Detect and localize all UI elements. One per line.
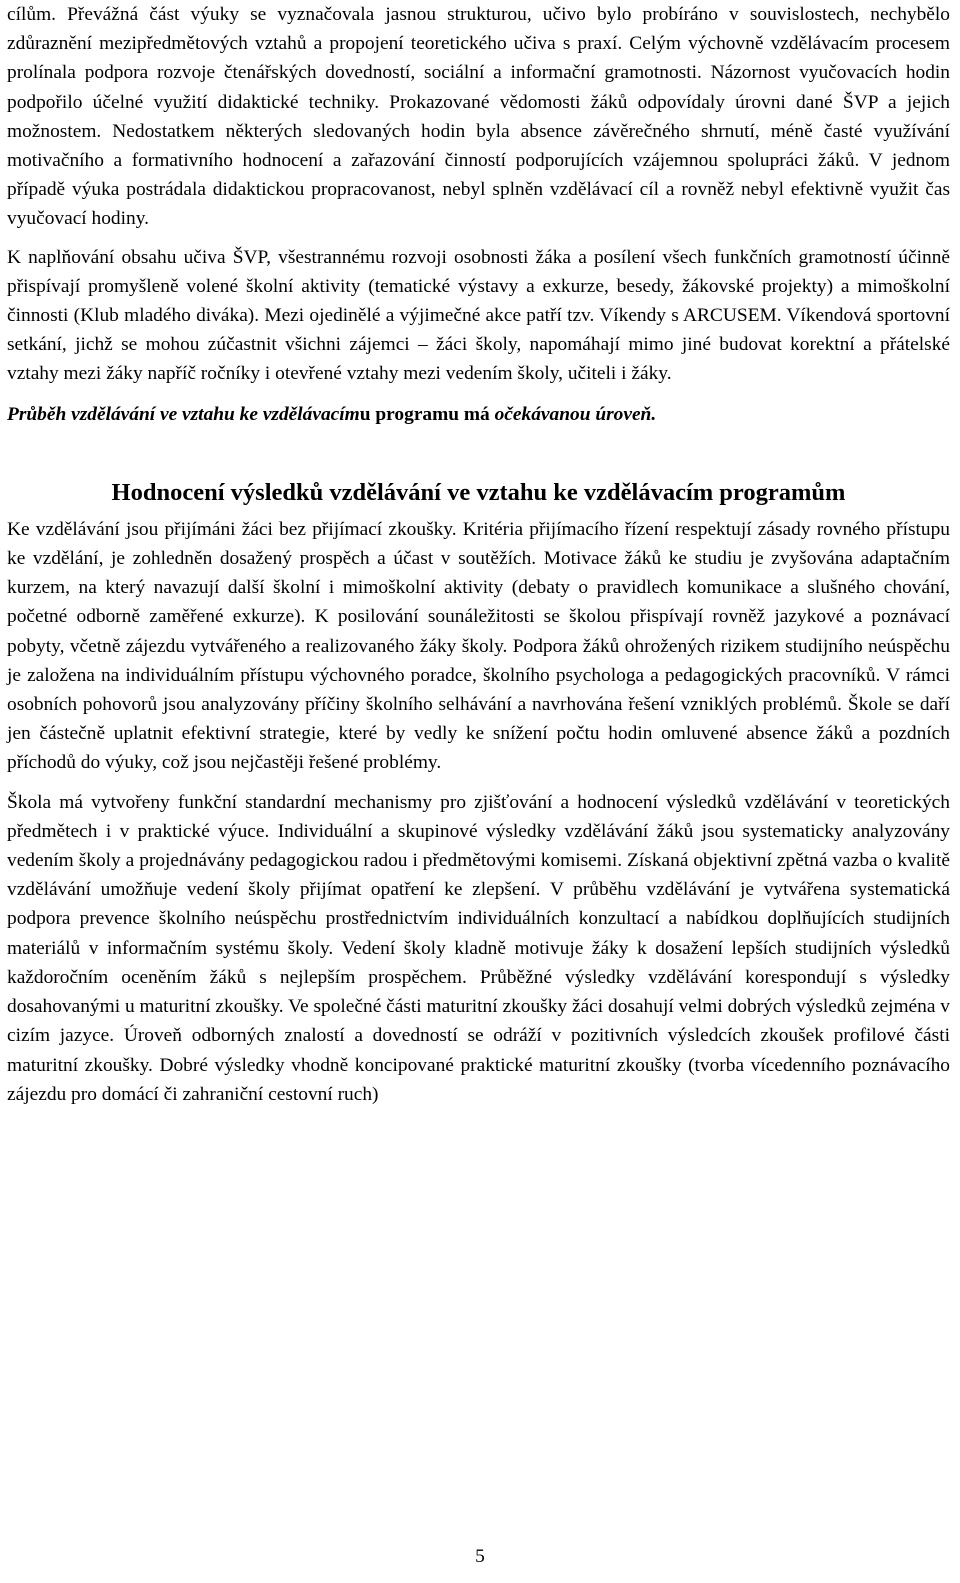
summary-emphasis-1: Průběh vzdělávání ve vztahu ke vzdělávacím [7, 403, 360, 425]
section-heading: Hodnocení výsledků vzdělávání ve vztahu ke vzdělávacím programům [111, 478, 846, 506]
document-page [7, 0, 950, 1109]
summary-plain: u programu má [359, 403, 495, 425]
paragraph-education-summary [7, 400, 950, 429]
paragraph-school-activities: K naplňování obsahu učiva ŠVP, všestrannému rozvoji osobnosti žáka a posílení všech funkčních gramotností účinně přispívají promyšleně volené školní aktivity (tematické výstavy a exkurze, besedy, žákovské projekty) a mimoškolní činnosti (Klub mladého diváka). Mezi ojedinělé a výjimečné akce patří tzv. Víkendy s ARCUSEM. Víkendová sportovní setkání, jichž se mohou zúčastnit všichni zájemci – žáci školy, napomáhají mimo jiné budovat korektní a přátelské vztahy mezi žáky napříč ročníky i otevřené vztahy mezi vedením školy, učiteli i žáky. [7, 246, 950, 385]
page-number: 5 [475, 1546, 485, 1567]
summary-emphasis-2: očekávanou úroveň. [494, 403, 657, 425]
paragraph-results-evaluation: Škola má vytvořeny funkční standardní mechanismy pro zjišťování a hodnocení výsledků vzdělávání v teoretických předmětech i v praktické výuce. Individuální a skupinové výsledky vzdělávání žáků jsou systematicky analyzovány vedením školy a projednávány pedagogickou radou i předmětovými komisemi. Získaná objektivní zpětná vazba o kvalitě vzdělávání umožňuje vedení školy přijímat opatření ke zlepšení. V průběhu vzdělávání je vytvářena systematická podpora prevence školního neúspěchu prostřednictvím individuálních konzultací a nabídkou doplňujících studijních materiálů v informačním systému školy. Vedení školy kladně motivuje žáky k dosažení lepších studijních výsledků každoročním oceněním žáků s nejlepším prospěchem. Průběžné výsledky vzdělávání korespondují s výsledky dosahovanými u maturitní zkoušky. Ve společné části maturitní zkoušky žáci dosahují velmi dobrých výsledků zejména v cizím jazyce. Úroveň odborných znalostí a dovedností se odráží v pozitivních výsledcích zkoušek profilové části maturitní zkoušky. Dobré výsledky vhodně koncipované praktické maturitní zkoušky (tvorba vícedenního poznávacího zájezdu pro domácí či zahraniční cestovní ruch) [7, 791, 950, 1105]
paragraph-admissions: Ke vzdělávání jsou přijímáni žáci bez přijímací zkoušky. Kritéria přijímacího řízení respektují zásady rovného přístupu ke vzdělání, je zohledněn dosažený prospěch a účast v soutěžích. Motivace žáků ke studiu je zvyšována adaptačním kurzem, na který navazují další školní i mimoškolní aktivity (debaty o pravidlech komunikace a slušného chování, početné odborně zaměřené exkurze). K posilování sounáležitosti se školou přispívají rovněž jazykové a poznávací pobyty, včetně zájezdu vytvářeného a realizovaného žáky školy. Podpora žáků ohrožených rizikem studijního neúspěchu je založena na individuálním přístupu výchovného poradce, školního psychologa a pedagogických pracovníků. V rámci osobních pohovorů jsou analyzovány příčiny školního selhávání a navrhována řešení vzniklých problémů. Škole se daří jen částečně uplatnit efektivní strategie, které by vedly ke snížení počtu hodin omluvené absence žáků a pozdních příchodů do výuky, což jsou nejčastěji řešené problémy. [7, 518, 950, 774]
paragraph-lesson-observations: cílům. Převážná část výuky se vyznačovala jasnou strukturou, učivo bylo probíráno v souvislostech, nechybělo zdůraznění mezipředmětových vztahů a propojení teoretického učiva s praxí. Celým výchovně vzdělávacím procesem prolínala podpora rozvoje čtenářských dovedností, sociální a informační gramotnosti. Názornost vyučovacích hodin podpořilo účelné využití didaktické techniky. Prokazované vědomosti žáků odpovídaly úrovni dané ŠVP a jejich možnostem. Nedostatkem některých sledovaných hodin byla absence závěrečného shrnutí, méně časté využívání motivačního a formativního hodnocení a zařazování činností podporujících vzájemnou spolupráci žáků. V jednom případě výuka postrádala didaktickou propracovanost, nebyl splněn vzdělávací cíl a rovněž nebyl efektivně využit čas vyučovací hodiny. [7, 4, 950, 230]
